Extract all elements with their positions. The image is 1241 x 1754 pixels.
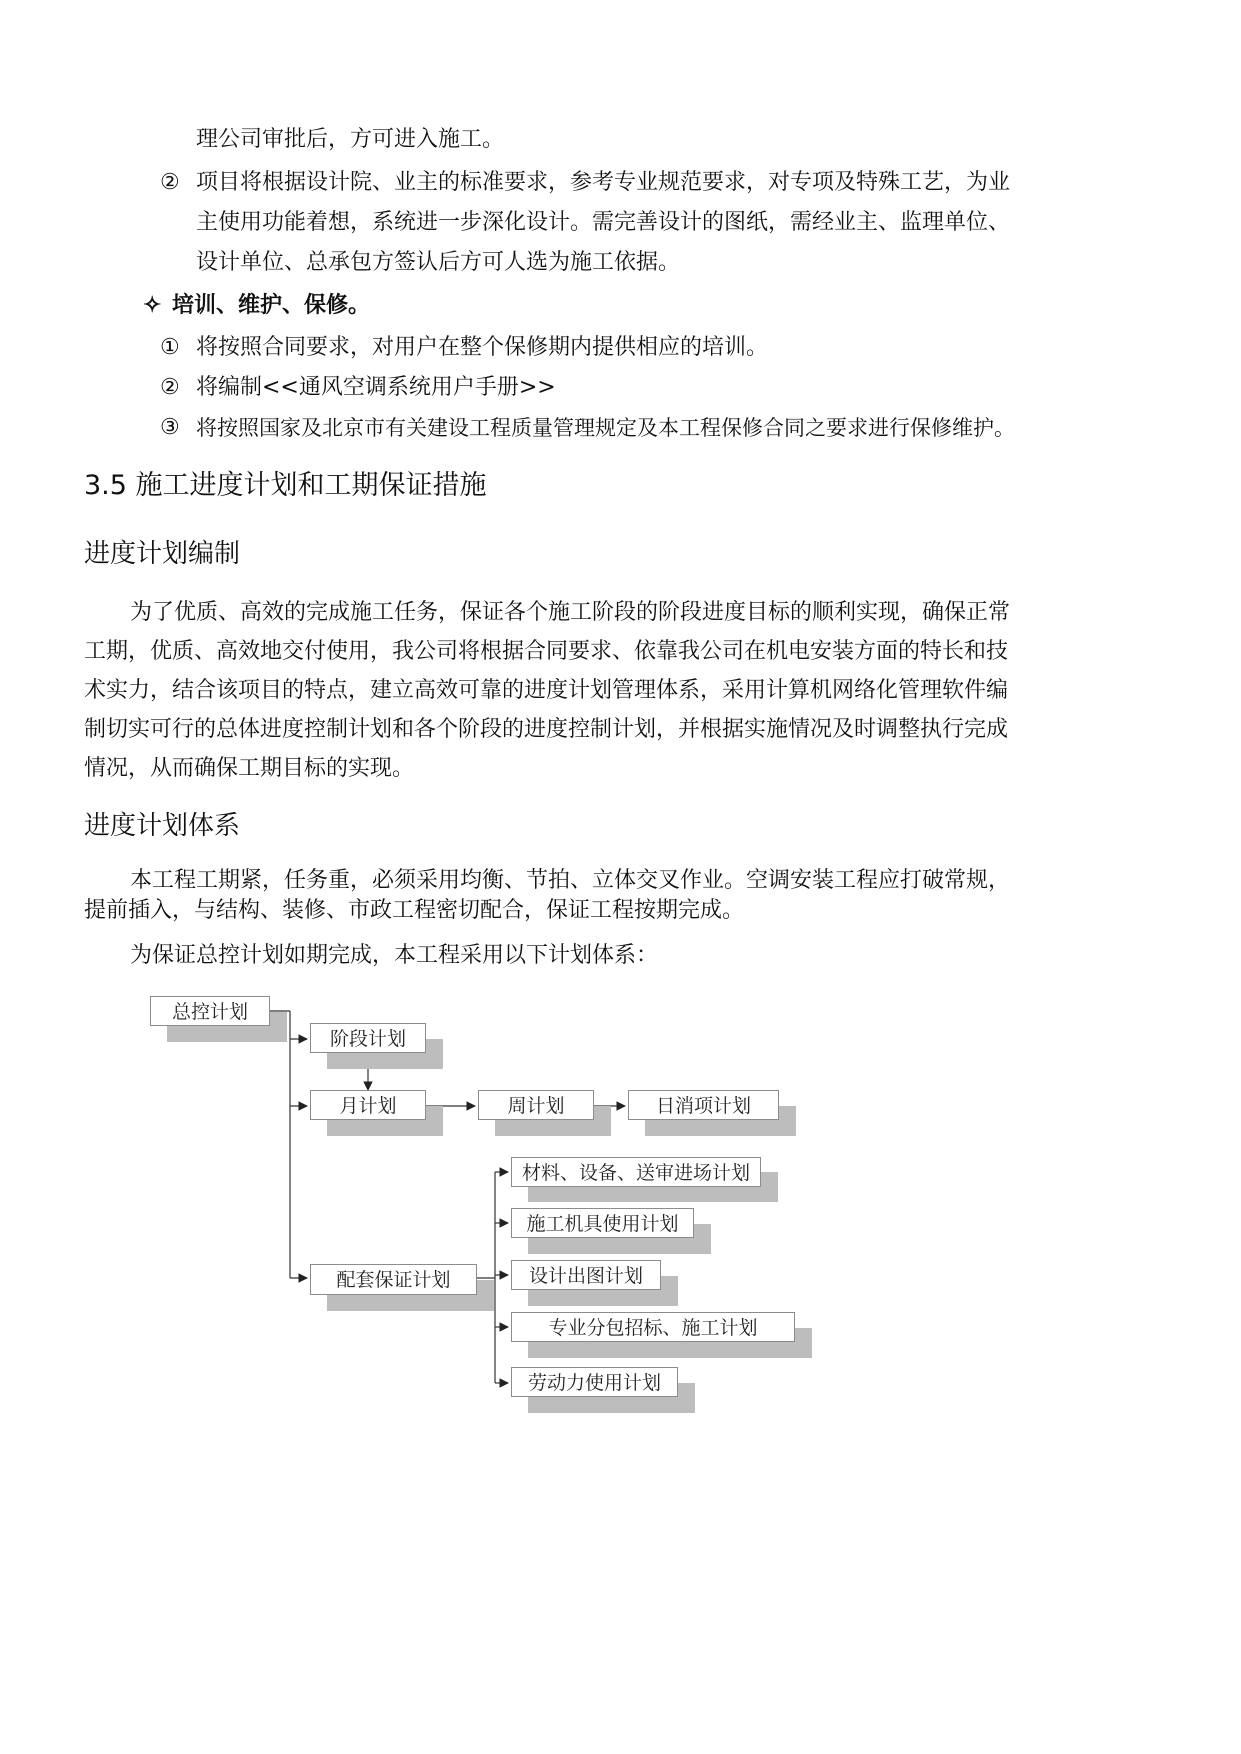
- node-monthly-plan: 月计划: [310, 1090, 426, 1120]
- paragraph-line: 提前插入，与结构、装修、市政工程密切配合，保证工程按期完成。: [84, 898, 745, 923]
- paragraph-line: 术实力，结合该项目的特点，建立高效可靠的进度计划管理体系，采用计算机网络化管理软件编: [84, 678, 1009, 703]
- node-support-plan: 配套保证计划: [310, 1264, 477, 1295]
- paragraph-line: 本工程工期紧，任务重，必须采用均衡、节拍、立体交叉作业。空调安装工程应打破常规，: [130, 868, 1011, 893]
- subsection-title: 进度计划编制: [84, 539, 241, 569]
- training-item: 将按照合同要求，对用户在整个保修期内提供相应的培训。: [196, 335, 769, 360]
- paragraph-line: 制切实可行的总体进度控制计划和各个阶段的进度控制计划，并根据实施情况及时调整执行完成: [84, 717, 1009, 742]
- paragraph-line: 为了优质、高效的完成施工任务，保证各个施工阶段的阶段进度目标的顺利实现，确保正常: [130, 600, 1011, 625]
- node-stage-plan: 阶段计划: [310, 1023, 426, 1053]
- node-support-child: 设计出图计划: [511, 1260, 661, 1290]
- node-support-child: 劳动力使用计划: [511, 1367, 678, 1397]
- section-title: 3.5 施工进度计划和工期保证措施: [84, 470, 487, 501]
- item-marker: ③: [160, 415, 180, 440]
- paragraph-line: 为保证总控计划如期完成，本工程采用以下计划体系：: [130, 943, 659, 968]
- subsection-title: 进度计划体系: [84, 811, 241, 841]
- node-master-plan: 总控计划: [150, 996, 270, 1026]
- top-item-text: 项目将根据设计院、业主的标准要求，参考专业规范要求，对专项及特殊工艺，为业: [196, 170, 1011, 195]
- item-marker: ②: [160, 375, 180, 400]
- training-item: 将按照国家及北京市有关建设工程质量管理规定及本工程保修合同之要求进行保修维护。: [196, 416, 1015, 440]
- top-item-text: 设计单位、总承包方签认后方可人选为施工依据。: [196, 250, 681, 275]
- node-support-child: 材料、设备、送审进场计划: [511, 1157, 761, 1187]
- node-support-child: 施工机具使用计划: [511, 1208, 694, 1238]
- item-marker: ①: [160, 335, 180, 360]
- item-marker: ②: [160, 170, 180, 195]
- training-heading: 培训、维护、保修。: [172, 292, 371, 318]
- top-item-text: 主使用功能着想，系统进一步深化设计。需完善设计的图纸，需经业主、监理单位、: [196, 210, 1011, 235]
- node-daily-plan: 日消项计划: [628, 1090, 779, 1120]
- paragraph-line: 工期，优质、高效地交付使用，我公司将根据合同要求、依靠我公司在机电安装方面的特长和技: [84, 639, 1009, 664]
- node-support-child: 专业分包招标、施工计划: [511, 1312, 795, 1342]
- node-weekly-plan: 周计划: [478, 1090, 594, 1120]
- paragraph-line: 情况，从而确保工期目标的实现。: [84, 756, 415, 781]
- training-item: 将编制<<通风空调系统用户手册>>: [196, 375, 556, 400]
- top-item-continuation: 理公司审批后，方可进入施工。: [196, 127, 505, 152]
- diamond-bullet-icon: ✧: [143, 292, 162, 318]
